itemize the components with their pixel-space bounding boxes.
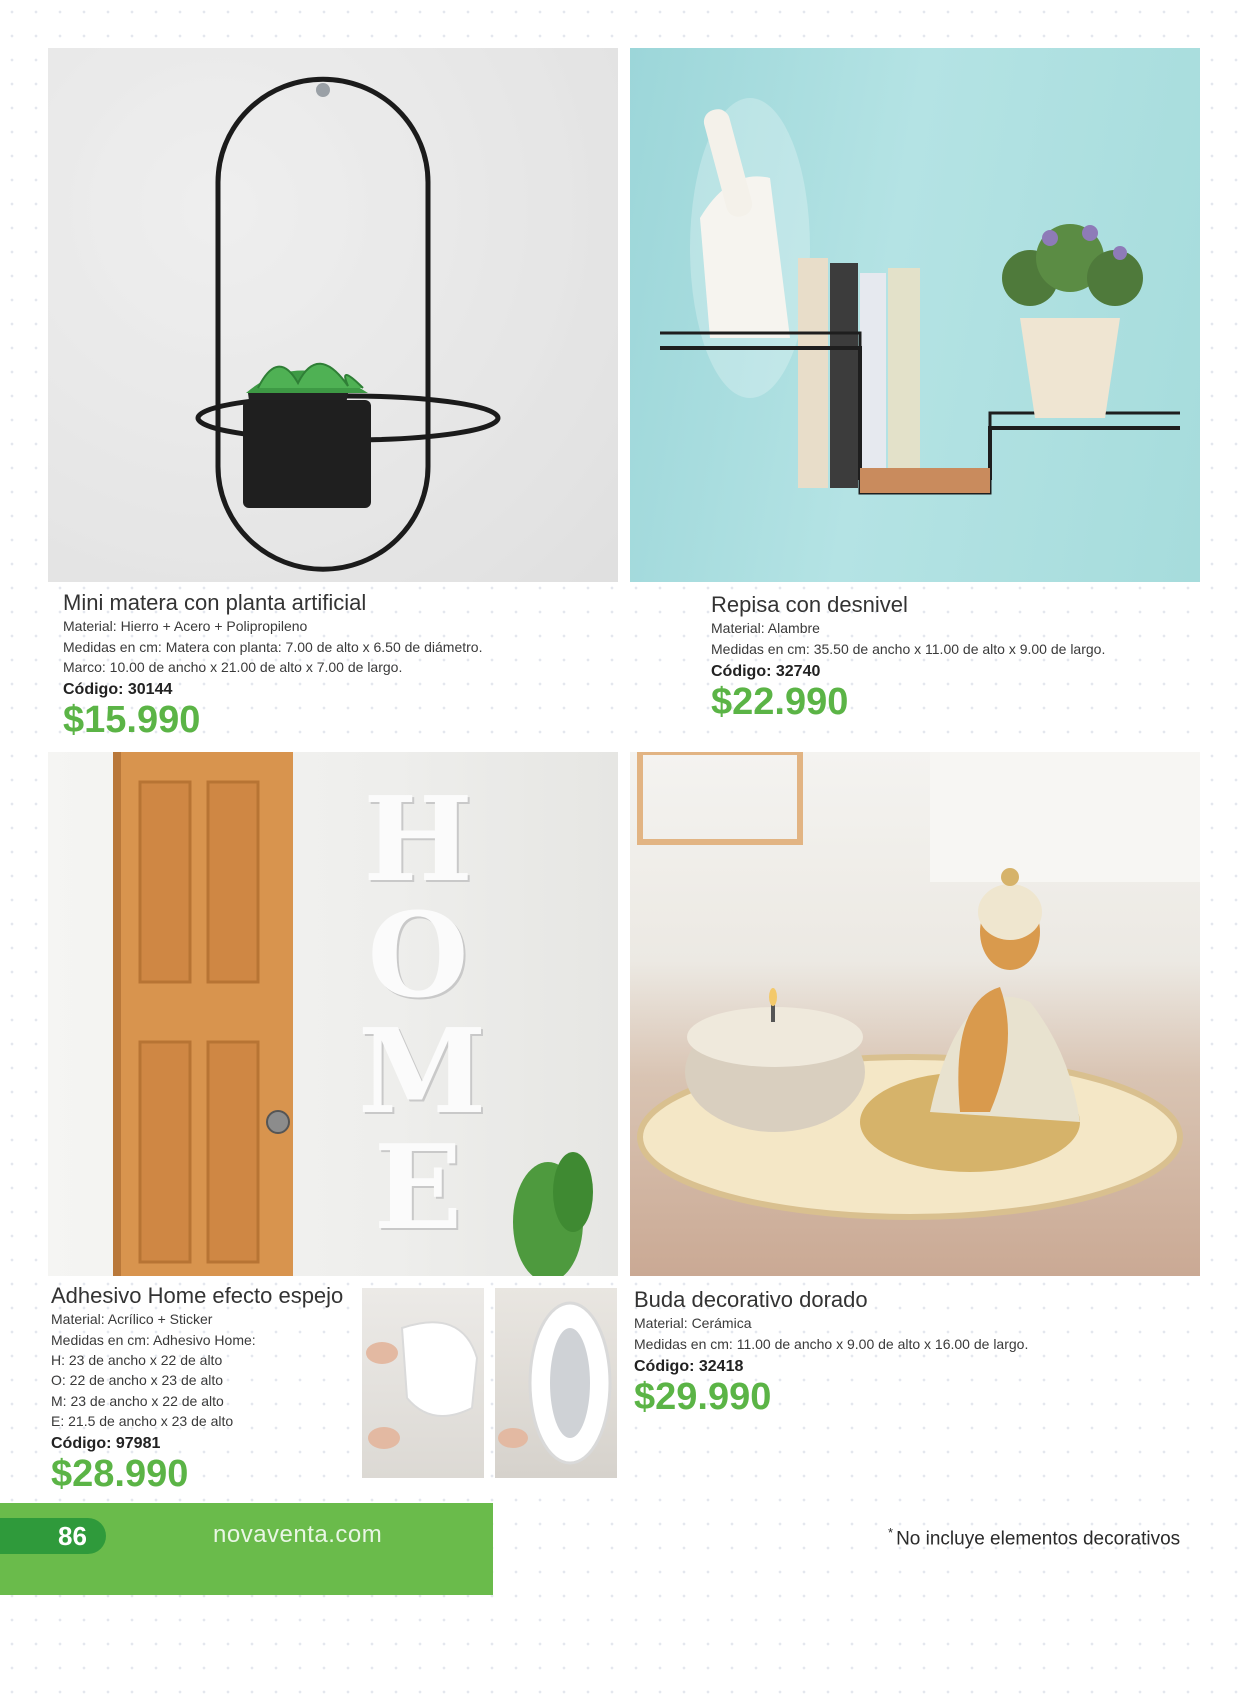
product-detail: E: 21.5 de ancho x 23 de alto: [51, 1412, 234, 1429]
page-number: 86: [0, 1518, 106, 1554]
shelf-illustration: [630, 48, 1200, 582]
planter-photo: [48, 48, 618, 582]
sticker-detail-photo-1: [362, 1288, 484, 1478]
product-price: $29.990: [634, 1375, 772, 1418]
product-code: Código: 97981: [51, 1435, 161, 1453]
product-detail: Material: Hierro + Acero + Polipropileno: [63, 618, 308, 635]
product-code: Código: 30144: [63, 681, 173, 699]
product-card-buddha: [634, 1287, 1174, 1420]
door-illustration: [48, 752, 618, 1276]
product-card-shelf: [711, 592, 1191, 725]
disclaimer-text: No incluye elementos decorativos: [896, 1528, 1181, 1550]
buddha-illustration: [630, 752, 1200, 1276]
product-title: Repisa con desnivel: [711, 592, 908, 617]
disclaimer-note: [888, 1525, 1180, 1550]
product-price: $15.990: [63, 699, 201, 742]
product-detail: Medidas en cm: Adhesivo Home:: [51, 1331, 256, 1348]
product-detail: H: 23 de ancho x 22 de alto: [51, 1351, 223, 1368]
product-detail: Material: Alambre: [711, 620, 820, 637]
letter-o: O: [367, 888, 469, 1024]
site-link[interactable]: novaventa.com: [213, 1521, 383, 1548]
product-detail: M: 23 de ancho x 22 de alto: [51, 1392, 224, 1409]
product-code: Código: 32418: [634, 1357, 744, 1375]
product-detail: Medidas en cm: Matera con planta: 7.00 de alto x 6.50 de diámetro.: [63, 638, 483, 655]
buddha-photo: [630, 752, 1200, 1276]
product-detail: Medidas en cm: 35.50 de ancho x 11.00 de alto x 9.00 de largo.: [711, 640, 1106, 657]
home-sticker-photo: [48, 752, 618, 1276]
product-title: Buda decorativo dorado: [634, 1287, 868, 1312]
product-detail: O: 22 de ancho x 23 de alto: [51, 1372, 224, 1389]
product-card-home-sticker: [51, 1283, 361, 1497]
product-title: Mini matera con planta artificial: [63, 590, 367, 615]
letter-h: H: [363, 772, 473, 908]
product-title: Adhesivo Home efecto espejo: [51, 1283, 344, 1308]
home-letters: [358, 772, 487, 1256]
planter-illustration: [48, 48, 618, 582]
product-card-planter: [63, 590, 603, 743]
product-price: $22.990: [711, 680, 849, 723]
product-detail: Material: Cerámica: [634, 1315, 752, 1332]
sticker-mirror-illustration: [495, 1288, 617, 1478]
sticker-peel-illustration: [362, 1288, 484, 1478]
product-detail: Material: Acrílico + Sticker: [51, 1311, 213, 1328]
shelf-photo: [630, 48, 1200, 582]
product-detail: Marco: 10.00 de ancho x 21.00 de alto x 7.00 de largo.: [63, 658, 403, 675]
disclaimer-mark: *: [888, 1525, 894, 1540]
letter-m: M: [358, 1004, 487, 1140]
letter-e: E: [373, 1120, 463, 1256]
product-price: $28.990: [51, 1453, 189, 1496]
sticker-detail-photo-2: [495, 1288, 617, 1478]
product-detail: Medidas en cm: 11.00 de ancho x 9.00 de alto x 16.00 de largo.: [634, 1335, 1029, 1352]
product-code: Código: 32740: [711, 662, 821, 680]
